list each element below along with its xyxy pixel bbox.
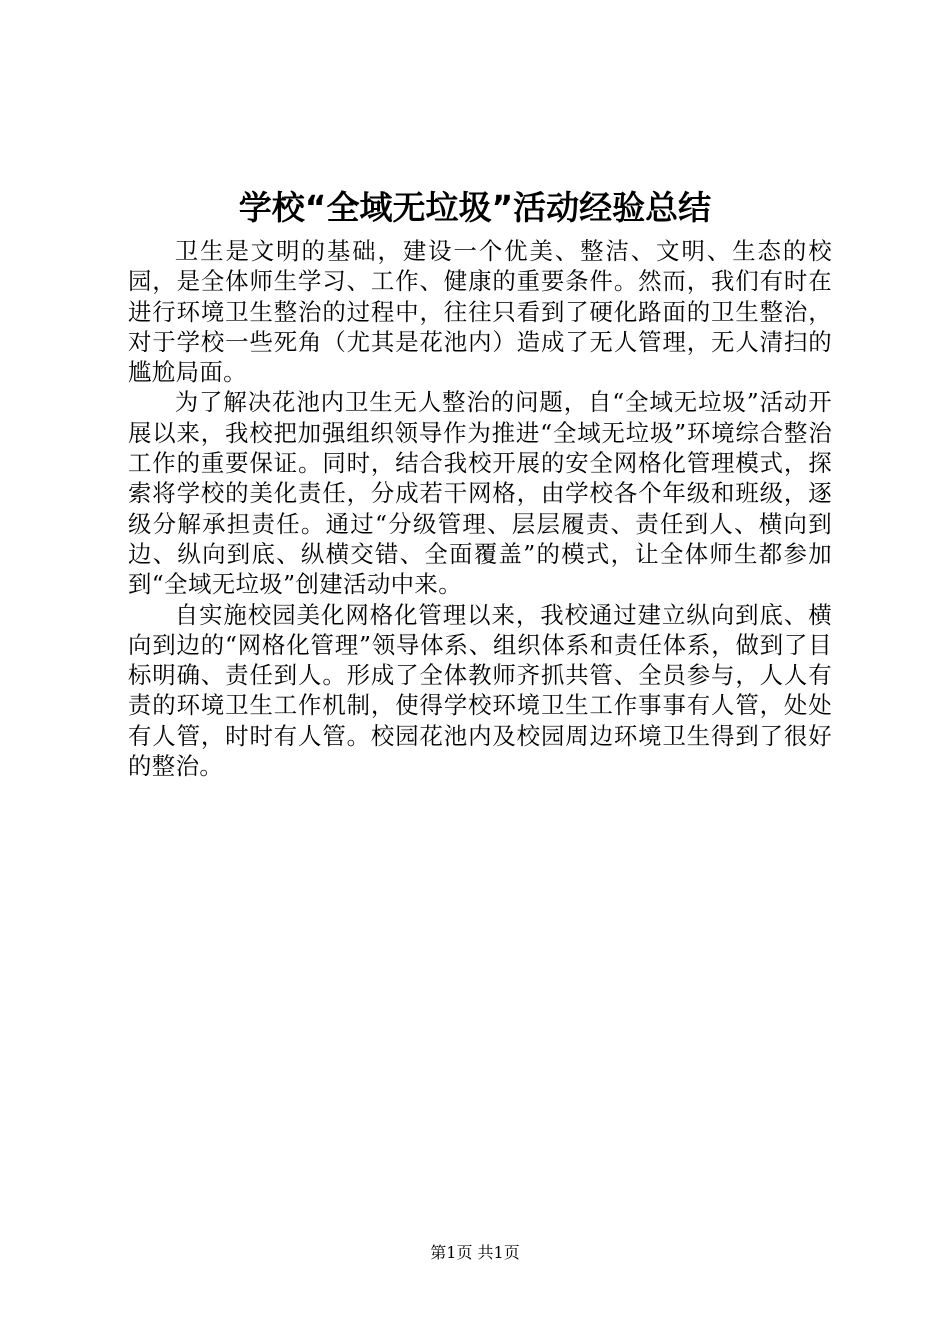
paragraph-3: 自实施校园美化网格化管理以来，我校通过建立纵向到底、横向到边的“网格化管理”领导体系、组织体系和责任体系，做到了目标明确、责任到人。形成了全体教师齐抓共管、全员参与，人人有责的环境卫生工作机制，使得学校环境卫生工作事事有人管，处处有人管，时时有人管。校园花池内及校园周边环境卫生得到了很好的整治。 xyxy=(128,600,832,781)
page-footer: 第1页 共1页 xyxy=(430,1243,520,1262)
document-title: 学校“全域无垃圾”活动经验总结 xyxy=(238,188,712,227)
paragraph-1: 卫生是文明的基础，建设一个优美、整洁、文明、生态的校园，是全体师生学习、工作、健康的重要条件。然而，我们有时在进行环境卫生整治的过程中，往往只看到了硬化路面的卫生整治，对于学校一些死角（尤其是花池内）造成了无人管理，无人清扫的尴尬局面。 xyxy=(128,237,832,387)
document-body xyxy=(128,236,832,781)
paragraph-2: 为了解决花池内卫生无人整治的问题，自“全域无垃圾”活动开展以来，我校把加强组织领导作为推进“全域无垃圾”环境综合整治工作的重要保证。同时，结合我校开展的安全网格化管理模式，探索将学校的美化责任，分成若干网格，由学校各个年级和班级，逐级分解承担责任。通过“分级管理、层层履责、责任到人、横向到边、纵向到底、纵横交错、全面覆盖”的模式，让全体师生都参加到“全域无垃圾”创建活动中来。 xyxy=(128,388,832,599)
